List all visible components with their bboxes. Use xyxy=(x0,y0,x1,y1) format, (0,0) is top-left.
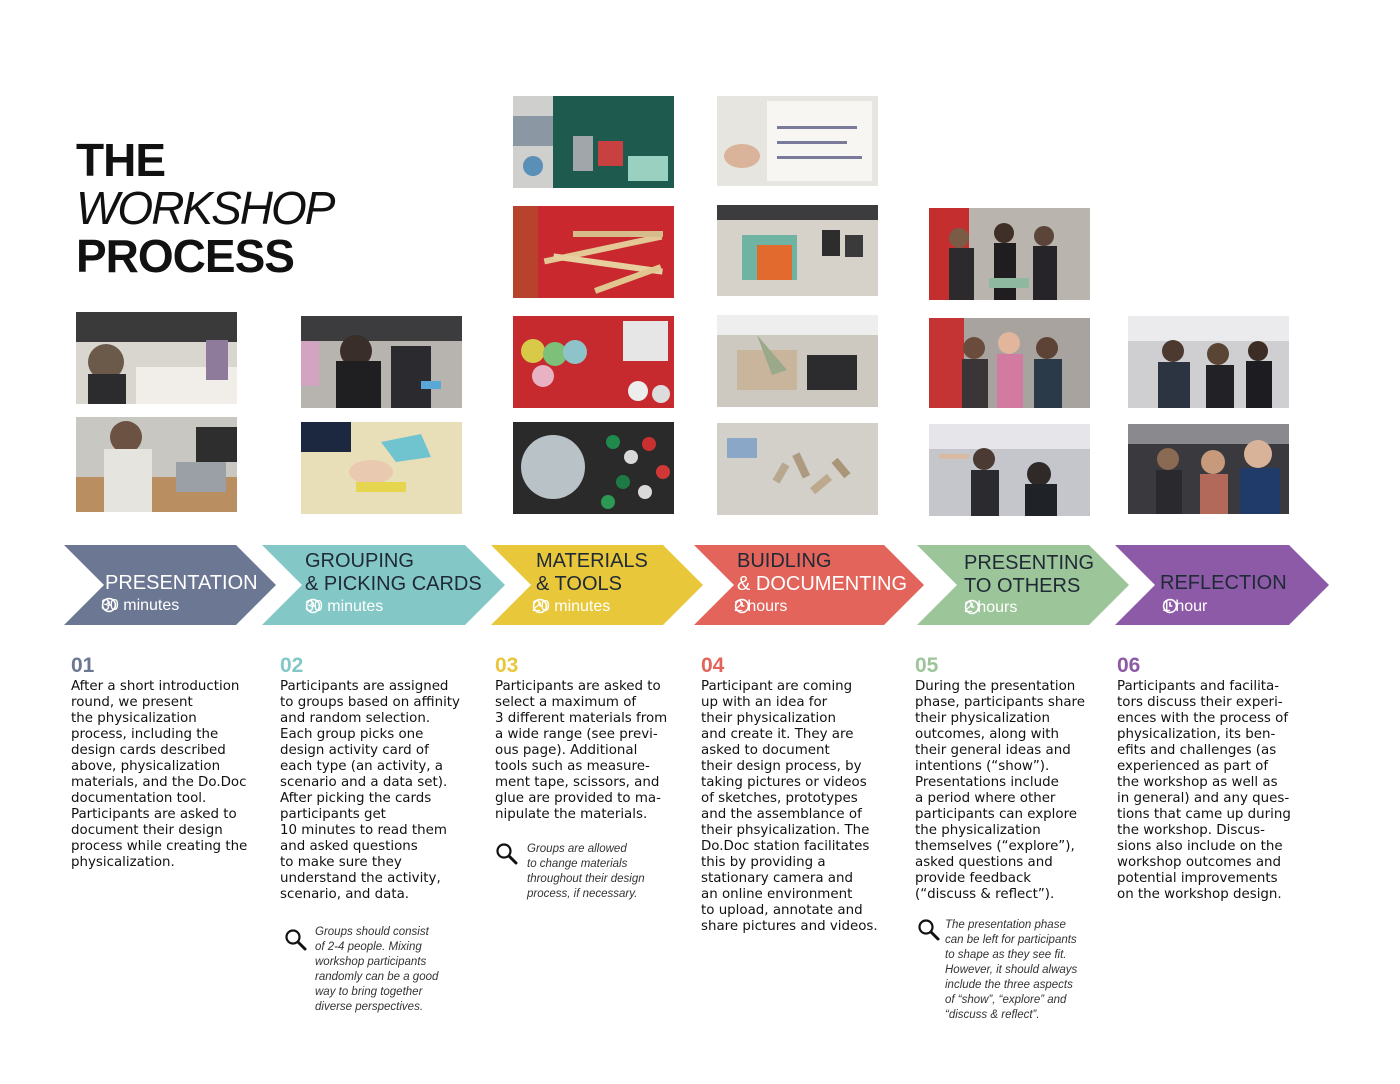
clock-icon xyxy=(101,597,117,613)
photo-building-3 xyxy=(717,315,878,407)
tip-note: Groups should consist of 2-4 people. Mixing workshop participants randomly can be a good way to bring together diverse perspectives. xyxy=(315,926,439,1013)
clock-icon xyxy=(1162,598,1178,614)
photo-presenting-2 xyxy=(929,318,1090,408)
title-line-3: PROCESS xyxy=(76,230,294,282)
step-duration xyxy=(734,598,787,616)
step-label: GROUPING xyxy=(305,550,414,572)
clock-icon xyxy=(305,598,321,614)
photo-materials-3 xyxy=(513,316,674,408)
step-label: PRESENTATION xyxy=(105,572,258,594)
step-label: BUIDLING xyxy=(737,550,832,572)
step-number: 03 xyxy=(495,654,519,677)
photo-presenting-3 xyxy=(929,424,1090,516)
step-duration-text: 30 minutes xyxy=(101,597,180,614)
step-label-line-2: TO OTHERS xyxy=(964,575,1081,597)
step-number: 02 xyxy=(280,654,304,677)
step-arrow-grouping xyxy=(262,545,505,625)
step-duration xyxy=(305,598,383,616)
step-duration-text: 1 hour xyxy=(1162,598,1208,615)
step-label-line-2: & DOCUMENTING xyxy=(737,573,907,595)
step-label-line-2: & TOOLS xyxy=(536,573,622,595)
step-description: During the presentation phase, participants share their physicalization outcomes, along with their general ideas and intentions (“show”). Presentations include a period where other participants can explore the physicalization themselves (“explore”), asked questions and provide feedback (“discuss & reflect”). xyxy=(915,679,1085,902)
photo-presenting-1 xyxy=(929,208,1090,300)
step-number: 04 xyxy=(701,654,725,677)
photo-reflection-2 xyxy=(1128,424,1289,514)
title-line-2: WORKSHOP xyxy=(76,182,334,234)
step-description: Participants are asked to select a maximum of 3 different materials from a wide range (see previ- ous page). Additional tools such as measure- ment tape, scissors, and glue are provided to ma- nipulate the materials. xyxy=(495,679,668,822)
step-description: Participants and facilita- tors discuss their experi- ences with the process of physicalization, its ben- efits and challenges (as experienced as part of the workshop as well as in general) and any ques- tions that came up during the workshop. Discus- sions also include on the workshop outcomes and potential improvements on the workshop design. xyxy=(1117,679,1291,902)
step-description: Participants are assigned to groups based on affinity and random selection. Each group picks one design activity card of each type (an activity, a scenario and a data set). After picking the cards participants get 10 minutes to read them and asked questions to make sure they understand the activity, scenario, and data. xyxy=(280,679,460,902)
step-duration-text: 20 minutes xyxy=(532,598,611,615)
step-arrow-presenting xyxy=(917,545,1129,625)
photo-grouping-1 xyxy=(301,316,462,408)
step-description: After a short introduction round, we present the physicalization process, including the design cards described above, physicalization materials, and the Do.Doc documentation tool. Participants are asked to document their design process while creating the physicalization. xyxy=(71,679,248,870)
step-label: MATERIALS xyxy=(536,550,648,572)
step-label-line-2: & PICKING CARDS xyxy=(305,573,482,595)
step-duration xyxy=(101,597,179,615)
photo-building-2 xyxy=(717,205,878,296)
page-title xyxy=(76,136,333,280)
magnifier-icon xyxy=(495,842,519,866)
step-number: 05 xyxy=(915,654,939,677)
title-line-1: THE xyxy=(76,134,165,186)
step-arrow-building xyxy=(694,545,924,625)
magnifier-icon xyxy=(284,928,308,952)
tip-note: Groups are allowed to change materials throughout their design process, if necessary. xyxy=(527,843,645,900)
step-arrow-materials xyxy=(491,545,703,625)
step-duration-text: 30 minutes xyxy=(305,598,384,615)
clock-icon xyxy=(964,599,980,615)
step-duration-text: 2 hours xyxy=(734,598,788,615)
tip-note: The presentation phase can be left for participants to shape as they see fit. However, it should always include the three aspects of “show”, “explore” and “discuss & reflect”. xyxy=(945,919,1078,1021)
step-description: Participant are coming up with an idea for their physicalization and create it. They are asked to document their design process, by taking pictures or videos of sketches, prototypes and the assemblance of their phsyicalization. The Do.Doc station facilitates this by providing a stationary camera and an online environment to upload, annotate and share pictures and videos. xyxy=(701,679,878,934)
step-label: PRESENTING xyxy=(964,552,1095,574)
step-duration xyxy=(964,599,1017,617)
clock-icon xyxy=(532,598,548,614)
step-number: 06 xyxy=(1117,654,1141,677)
step-duration-text: 2 hours xyxy=(964,599,1018,616)
magnifier-icon xyxy=(917,918,941,942)
step-arrow-presentation xyxy=(64,545,276,625)
photo-presentation-2 xyxy=(76,417,237,512)
clock-icon xyxy=(734,598,750,614)
step-number: 01 xyxy=(71,654,95,677)
photo-materials-1 xyxy=(513,96,674,188)
photo-grouping-2 xyxy=(301,422,462,514)
step-duration xyxy=(532,598,610,616)
step-arrow-reflection xyxy=(1115,545,1329,625)
photo-building-1 xyxy=(717,96,878,186)
photo-reflection-1 xyxy=(1128,316,1289,408)
photo-materials-2 xyxy=(513,206,674,298)
photo-building-4 xyxy=(717,423,878,515)
photo-materials-4 xyxy=(513,422,674,514)
step-label: REFLECTION xyxy=(1160,572,1287,594)
step-duration xyxy=(1162,598,1207,616)
photo-presentation-1 xyxy=(76,312,237,404)
